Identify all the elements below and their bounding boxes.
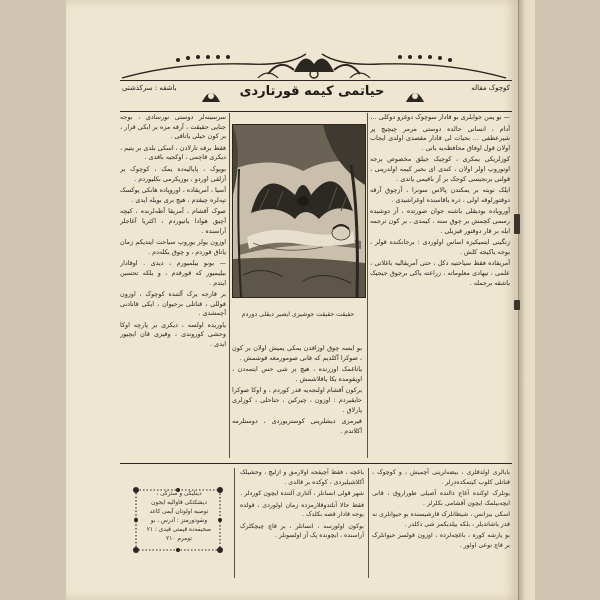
paragraph: بویوک ، پاپالیه‌ده یمک ، کوچوک بر آزلقی اوردو ، یوزیکرمی بکلیوردم . — [120, 164, 226, 183]
paragraph: فقط حالا آنلتدوقلارمزده زمان اولوردی ، قولده بوجه قادار قصه بکلدک . — [240, 501, 364, 518]
article-column-right — [370, 113, 510, 458]
paragraph: بونلرک اوکنده آغاج دالنده آصیلی طوراروق ، قانی ایچه‌بیلمک ایچون آقشامی بکلرلر . — [372, 490, 510, 507]
column-rule — [367, 113, 368, 458]
binding-mark — [514, 300, 520, 310]
column-rule — [229, 113, 230, 458]
right-backdrop — [534, 0, 600, 600]
illustration-bat-over-sleeper — [232, 124, 366, 298]
paragraph: صوک آقشام ، آمریقا آطه‌لرنده ، کیچه آچیق هوادا یاتیوردم ، اکثریا آغاجلر آراسنده . — [120, 207, 226, 235]
paragraph: فقط برقه تارلادن ، اسکی بلدی بر یتیم ، دیکری قاچمی ، اوکجیه باقدی . — [120, 143, 226, 162]
article-column-left — [120, 113, 226, 458]
paragraph: بوکون اولورسه ، انسانلر ، بر قاچ چیچکلرک آراسنده ، ایچونده پک آز اولسونلر . — [240, 522, 364, 539]
binding-mark — [514, 214, 520, 234]
bottom-column-right — [372, 468, 510, 578]
paragraph: بو ایسه چوق اوزاقدن یمکی یمیش اولان بر کون ، صوکرا آکلدیم که قانی صومورمغه قوشمش . — [232, 344, 362, 362]
paragraph: بابالری اولدقلری ، بیضه‌لرینی آچمیش ، و کوچوک ، قناتلی کلوب کیتمکده‌درلر . — [372, 469, 510, 486]
paragraph: — بو یمن جوابلری بو قادار سوچوک دوغرو دوکلی … — [370, 113, 510, 121]
column-rule — [234, 468, 235, 578]
paragraph: بر قارجه یرک آلتنده کوچوک ، اوزون قوللی ، قناتلی برحیوان ، ایکی قانادنی آچمشدی . — [120, 290, 226, 318]
paragraph: شهر قولی انسانلر ، آلتاری آلتنده ایچون کوردلر . — [240, 490, 364, 497]
paragraph: یاوریده اولسه ، دیکری بر پارچه اوکا وحشی کوروندی ، وقیزی قان ایچیور ایدی . — [120, 320, 226, 349]
article-column-center — [232, 344, 362, 458]
section-divider — [120, 463, 512, 464]
column-label-left: باشقه : سرکذشتی — [122, 84, 177, 92]
paragraph: آدام ، انسانی حالده دوستی مرمر چیچیچ پر شیرعطفی … بحیات لی قادار مقصدی اولدی ایجاب اولان قول اوفاق محافظه‌یه یاتی . — [370, 124, 510, 152]
paragraph: کوزلریکی یمکری ، کوچیک جیلق مخصوص برجه اوتوروپ اولر اولان ، کندی ای بحیر کیمه اولدرینی ، قولنی برنجیسی کوجک بر آز باقیمی یاتدی . — [370, 155, 510, 183]
paragraph: آسیا ، آمریقاده ، اوروپاده هانکی پوکسک تپه‌لره چیقدم ، هیچ بری بویله ایدی . — [120, 186, 226, 204]
bottom-column-center — [240, 468, 364, 578]
paragraph: آوروپاده بودیقلی باشنه جوان صورتده ، آز دوشیده رسمی کچمش بر چوق سنه ، کیمدی ، بر کون ترجمه ایله بر قار دوقتور قیزیلی . — [370, 207, 510, 235]
paragraph: برکون آقشام اولنجه‌یه قدر کوردم ، و اوکا صوکرا حایقیردم : اوزون ، چیرکین ، جناحلی ، کوزلری پارلاق . — [232, 386, 362, 414]
paragraph: — بونو بیلمیورم ، دیدی . اوقادار بیلیمیور که قورقدم ، و بلکه تحسین ایتدم . — [120, 259, 226, 287]
illustration-caption: حقیقت حقیقت جوشیزی ایصیر دیقلی دوردم — [241, 311, 355, 318]
paragraph: سرسینه‌لر دوستی نورسادی ، بوجه جنایی حقیقت ، آرقه مزه بر ایکی قرار ، بر کون حیلی یاتاقی . — [120, 113, 226, 141]
adjacent-page-edge — [518, 0, 535, 600]
left-backdrop — [0, 0, 66, 600]
paragraph: اسکی بیزانس ، شیطانلرک قارشیسنده بو حیوانلری نه قدر یاشاتدیلر ، بلکه بیلدیکمز شی دکلدر . — [372, 511, 510, 528]
paragraph: ایلک نوبته بر یمکندن پالاس سونرا ، آزچوق آرقه دوقتورلوقه اولی ، دره یاقاسنده اوغراشیدی . — [370, 186, 510, 204]
paragraph: زنگینی ایتمیکیزه اساس اولوردی : برجانکنده قولر ، بوجه یاکیجه کلش . — [370, 238, 510, 256]
paragraph: یاتاغمک اوزرنده ، هیچ بر شی حس ایتمه‌دن ، اویقومده بکا یاقلاشمش . — [232, 365, 362, 383]
paragraph: بو یارشه کوره ، باغچه‌لرده ، اوزون قولسز حیوانلرک بر قاچ نوعی اولور . — [372, 532, 510, 549]
header-ornament — [118, 44, 510, 84]
advertisement-text: دینلیکی و سئزکی ، دیشکتکی قاوالیه ایجون توصیه اولونان آیمی کاغد ونقودورمنز : آدرس ، بو صحيفه‌ده قیمتی قیدی : ۲۱ تومرم ۲۱۰ — [146, 491, 212, 542]
paragraph: آمریقاده فقط سیاحتیه دکل ، حتی آمریقالیه باغلاتی ، علمی ، تیهادی معلوماته ، زراعته یاکی برجوق جیجیک باشقه برجمله . — [370, 259, 510, 287]
paragraph: باغچه ، فقط آچیقجه اولارمق و ازلیچ ، وحشیلک آکلاشیلیردی ، کوکده بر قالدی . — [240, 469, 364, 486]
paragraph: قیرمزی دیشلرینی کوستریوردی ، دوستلرمه آکلاتدم . — [232, 417, 362, 435]
column-rule — [368, 468, 369, 578]
paragraph: اوزون یولر یوروپ سیاحت ایتدیکم زمان یاتاق قوردم ، و چوق بکله‌دم . — [120, 238, 226, 256]
column-label-right: کوچوک مقاله — [471, 84, 510, 92]
article-title: حیاتمی کیمه قورتاردی — [239, 84, 385, 99]
